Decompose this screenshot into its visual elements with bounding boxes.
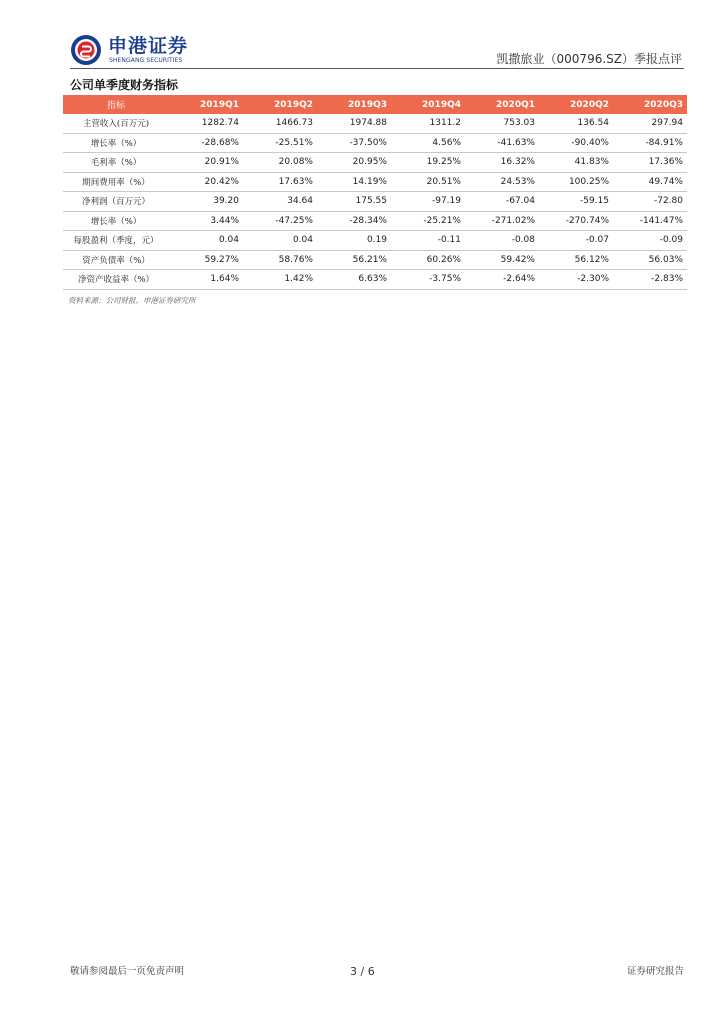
- table-cell: -25.51%: [243, 133, 317, 153]
- table-cell: -0.11: [391, 231, 465, 251]
- table-cell: 17.36%: [613, 153, 687, 173]
- table-row: [63, 211, 687, 231]
- table-cell: -2.30%: [539, 270, 613, 290]
- table-cell: -271.02%: [465, 211, 539, 231]
- document-type: 证券研究报告: [626, 966, 684, 977]
- disclaimer-note: 敬请参阅最后一页免责声明: [70, 966, 185, 977]
- logo-english-name: SHENGANG SECURITIES: [109, 57, 183, 64]
- table-row: [63, 153, 687, 173]
- financial-metrics-table: [63, 95, 687, 290]
- row-label: 增长率（%）: [63, 211, 169, 231]
- table-cell: 60.26%: [391, 250, 465, 270]
- table-cell: -37.50%: [317, 133, 391, 153]
- column-header: 2020Q3: [613, 95, 687, 114]
- table-cell: -0.07: [539, 231, 613, 251]
- table-cell: 24.53%: [465, 172, 539, 192]
- table-cell: 4.56%: [391, 133, 465, 153]
- column-header: 2019Q3: [317, 95, 391, 114]
- table-cell: -90.40%: [539, 133, 613, 153]
- logo-chinese-name: 申港证券: [108, 35, 189, 57]
- table-cell: -84.91%: [613, 133, 687, 153]
- table-cell: 20.42%: [169, 172, 243, 192]
- column-header: 2020Q1: [465, 95, 539, 114]
- table-cell: 136.54: [539, 114, 613, 133]
- table-cell: -25.21%: [391, 211, 465, 231]
- table-cell: 297.94: [613, 114, 687, 133]
- table-cell: -41.63%: [465, 133, 539, 153]
- table-cell: -2.83%: [613, 270, 687, 290]
- table-cell: -59.15: [539, 192, 613, 212]
- table-cell: 175.55: [317, 192, 391, 212]
- table-cell: 3.44%: [169, 211, 243, 231]
- table-row: [63, 192, 687, 212]
- table-cell: 1311.2: [391, 114, 465, 133]
- table-cell: 14.19%: [317, 172, 391, 192]
- table-cell: -2.64%: [465, 270, 539, 290]
- table-cell: 6.63%: [317, 270, 391, 290]
- table-row: [63, 231, 687, 251]
- row-label: 净资产收益率（%）: [63, 270, 169, 290]
- row-label: 资产负债率（%）: [63, 250, 169, 270]
- table-cell: -67.04: [465, 192, 539, 212]
- table-cell: 41.83%: [539, 153, 613, 173]
- table-cell: 20.08%: [243, 153, 317, 173]
- table-cell: 34.64: [243, 192, 317, 212]
- section-title: 公司单季度财务指标: [70, 78, 179, 92]
- table-cell: 100.25%: [539, 172, 613, 192]
- table-row: [63, 172, 687, 192]
- table-cell: 19.25%: [391, 153, 465, 173]
- table-cell: 16.32%: [465, 153, 539, 173]
- table-cell: 0.04: [243, 231, 317, 251]
- column-header: 2019Q2: [243, 95, 317, 114]
- table-row: [63, 114, 687, 133]
- table-cell: 1974.88: [317, 114, 391, 133]
- table-cell: -270.74%: [539, 211, 613, 231]
- page-number: 3 / 6: [350, 965, 375, 978]
- row-label: 期间费用率（%）: [63, 172, 169, 192]
- row-label: 增长率（%）: [63, 133, 169, 153]
- table-cell: 1282.74: [169, 114, 243, 133]
- table-cell: -141.47%: [613, 211, 687, 231]
- table-cell: -28.68%: [169, 133, 243, 153]
- table-row: [63, 250, 687, 270]
- table-cell: 56.12%: [539, 250, 613, 270]
- table-cell: 56.03%: [613, 250, 687, 270]
- row-label: 净利润（百万元）: [63, 192, 169, 212]
- row-label: 毛利率（%）: [63, 153, 169, 173]
- column-header: 2020Q2: [539, 95, 613, 114]
- table-cell: -0.09: [613, 231, 687, 251]
- header-divider: [70, 68, 684, 69]
- column-header: 2019Q4: [391, 95, 465, 114]
- report-title: 凯撒旅业（000796.SZ）季报点评: [496, 52, 682, 66]
- table-cell: 49.74%: [613, 172, 687, 192]
- table-cell: 20.95%: [317, 153, 391, 173]
- table-cell: 1.42%: [243, 270, 317, 290]
- table-cell: -3.75%: [391, 270, 465, 290]
- table-cell: 59.27%: [169, 250, 243, 270]
- row-label: 主营收入(百万元): [63, 114, 169, 133]
- company-logo: [70, 34, 210, 68]
- column-header: 2019Q1: [169, 95, 243, 114]
- table-cell: 0.04: [169, 231, 243, 251]
- table-cell: 56.21%: [317, 250, 391, 270]
- row-label: 每股盈利（季度，元）: [63, 231, 169, 251]
- table-cell: -47.25%: [243, 211, 317, 231]
- table-cell: 39.20: [169, 192, 243, 212]
- table-cell: 59.42%: [465, 250, 539, 270]
- table-header-row: [63, 95, 687, 114]
- table-cell: 0.19: [317, 231, 391, 251]
- source-note: 资料来源：公司财报、申港证券研究所: [68, 296, 196, 305]
- table-cell: -97.19: [391, 192, 465, 212]
- shengang-logo-icon: [70, 34, 102, 66]
- column-header: 指标: [63, 95, 169, 114]
- table-row: [63, 133, 687, 153]
- table-cell: 17.63%: [243, 172, 317, 192]
- table-cell: 20.91%: [169, 153, 243, 173]
- table-cell: 1.64%: [169, 270, 243, 290]
- table-cell: -72.80: [613, 192, 687, 212]
- table-cell: -28.34%: [317, 211, 391, 231]
- table-cell: 58.76%: [243, 250, 317, 270]
- table-cell: 753.03: [465, 114, 539, 133]
- table-cell: -0.08: [465, 231, 539, 251]
- table-cell: 20.51%: [391, 172, 465, 192]
- table-row: [63, 270, 687, 290]
- table-cell: 1466.73: [243, 114, 317, 133]
